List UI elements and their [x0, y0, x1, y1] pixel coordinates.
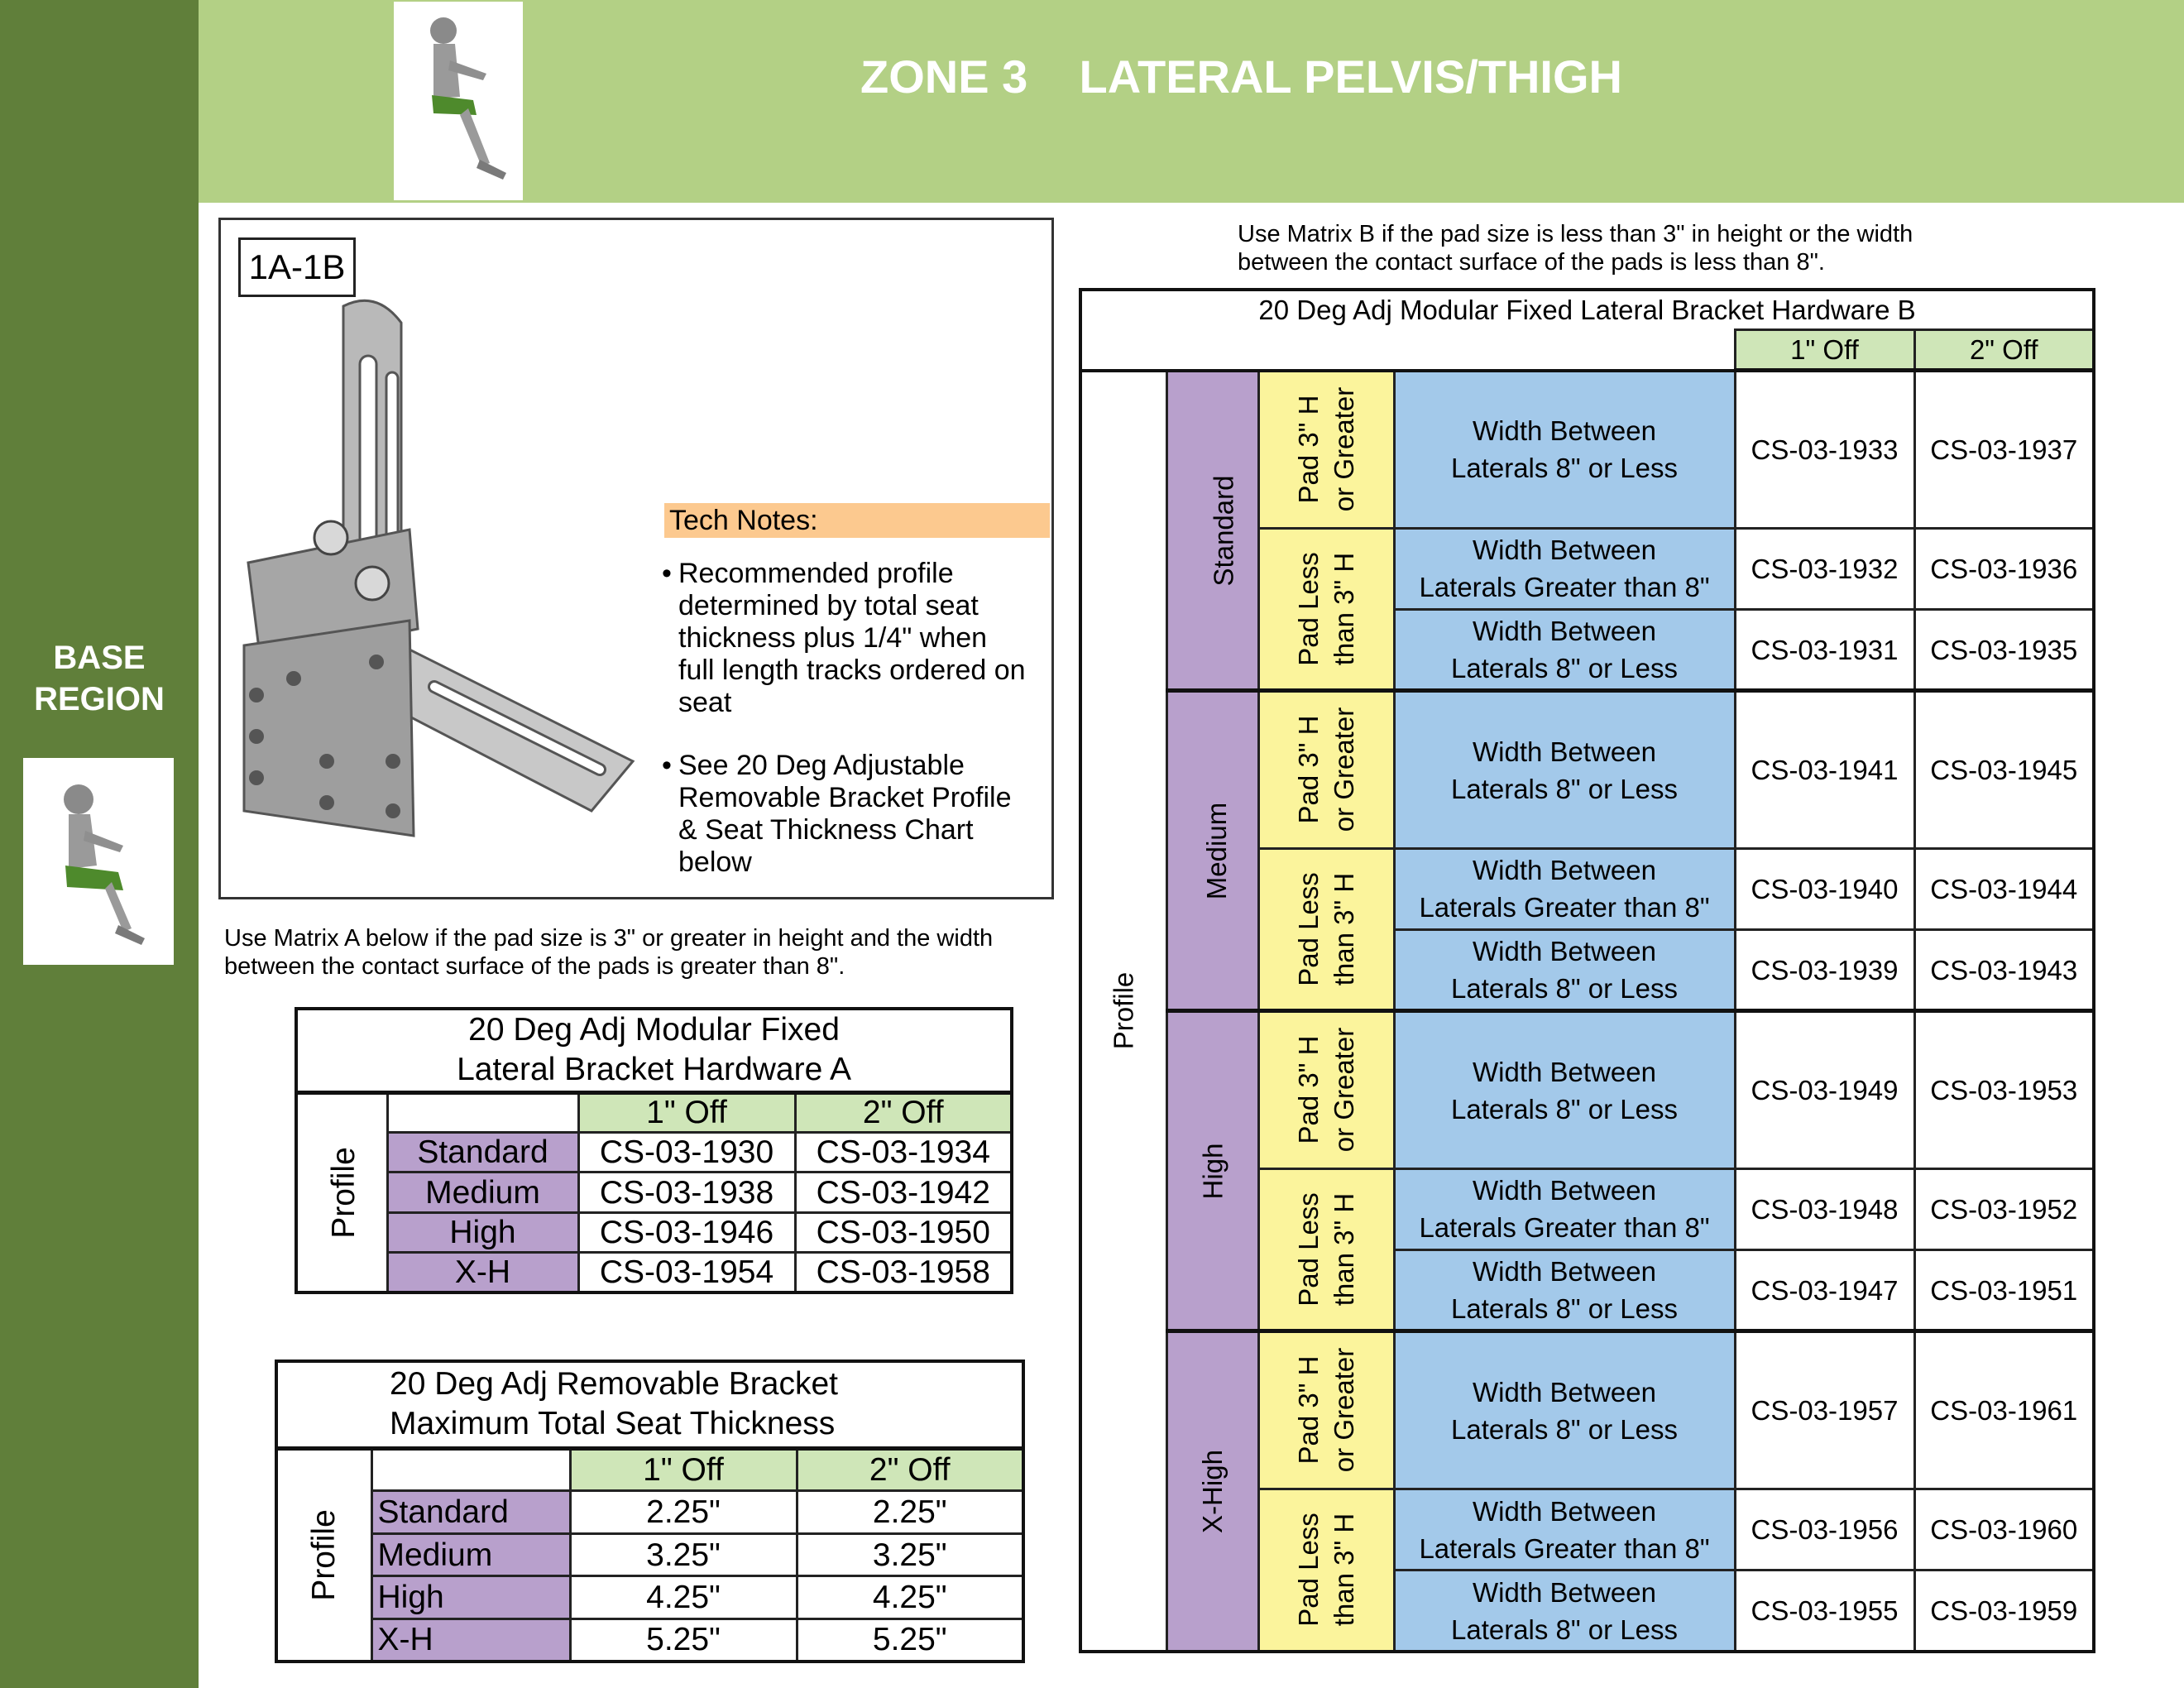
- page-title: ZONE 3 LATERAL PELVIS/THIGH: [860, 50, 1622, 103]
- matrix-b-side-label: Profile: [1080, 371, 1166, 1652]
- tech-notes-heading: Tech Notes:: [664, 503, 1050, 538]
- pad-size-label: Pad Less than 3" H: [1258, 528, 1394, 691]
- width-label: Width Between Laterals Greater than 8": [1394, 1489, 1735, 1570]
- removable-cell: 5.25": [797, 1618, 1023, 1662]
- matrix-a-row-label: Medium: [387, 1172, 578, 1212]
- tech-note-2: • See 20 Deg Adjustable Removable Bracket Profile & Seat Thickness Chart below: [662, 750, 1026, 879]
- product-id-label: 1A-1B: [238, 237, 356, 297]
- width-label: Width Between Laterals Greater than 8": [1394, 528, 1735, 609]
- width-label: Width Between Laterals Greater than 8": [1394, 1168, 1735, 1249]
- removable-cell: 4.25": [570, 1576, 797, 1619]
- lateral-bracket-illustration: [236, 298, 649, 877]
- removable-cell: 2.25": [797, 1491, 1023, 1534]
- matrix-a-cell: CS-03-1942: [795, 1172, 1012, 1212]
- removable-row-label: Standard: [371, 1491, 570, 1534]
- matrix-a-cell: CS-03-1934: [795, 1133, 1012, 1172]
- matrix-b-col-header: 2" Off: [1914, 330, 2094, 371]
- part-number-cell: CS-03-1933: [1735, 371, 1914, 529]
- pad-size-label: Pad Less than 3" H: [1258, 1489, 1394, 1652]
- pad-size-label: Pad Less than 3" H: [1258, 1168, 1394, 1331]
- part-number-cell: CS-03-1953: [1914, 1011, 2094, 1169]
- tech-note-1: • Recommended profile determined by total seat thickness plus 1/4" when full length tracks ordered on seat: [662, 558, 1026, 718]
- matrix-a-caption: Use Matrix A below if the pad size is 3" or greater in height and the width between the contact surface of the pads is greater than 8".: [224, 925, 994, 980]
- matrix-a-cell: CS-03-1938: [578, 1172, 795, 1212]
- pad-size-label: Pad 3" H or Greater: [1258, 1011, 1394, 1169]
- width-label: Width Between Laterals 8" or Less: [1394, 1331, 1735, 1489]
- removable-cell: 3.25": [570, 1533, 797, 1576]
- removable-row-label: Medium: [371, 1533, 570, 1576]
- removable-row-label: High: [371, 1576, 570, 1619]
- seated-figure-icon: [23, 758, 174, 965]
- removable-row-label: X-H: [371, 1618, 570, 1662]
- part-number-cell: CS-03-1955: [1735, 1571, 1914, 1652]
- part-number-cell: CS-03-1939: [1735, 930, 1914, 1011]
- region-label-line2: REGION: [34, 681, 165, 717]
- part-number-cell: CS-03-1940: [1735, 848, 1914, 929]
- part-number-cell: CS-03-1949: [1735, 1011, 1914, 1169]
- matrix-a-table: [295, 1007, 1013, 1294]
- matrix-a-cell: CS-03-1930: [578, 1133, 795, 1172]
- matrix-a-title: 20 Deg Adj Modular Fixed Lateral Bracket Hardware A: [296, 1009, 1012, 1092]
- matrix-b-col-header: 1" Off: [1735, 330, 1914, 371]
- matrix-a-cell: CS-03-1950: [795, 1212, 1012, 1252]
- matrix-a-side-label: Profile: [296, 1092, 387, 1292]
- part-number-cell: CS-03-1936: [1914, 528, 2094, 609]
- pad-size-label: Pad 3" H or Greater: [1258, 1331, 1394, 1489]
- part-number-cell: CS-03-1951: [1914, 1250, 2094, 1331]
- profile-group-label: X-High: [1166, 1331, 1258, 1652]
- matrix-a-cell: CS-03-1954: [578, 1253, 795, 1292]
- profile-group-label: Medium: [1166, 691, 1258, 1011]
- part-number-cell: CS-03-1945: [1914, 691, 2094, 849]
- removable-cell: 2.25": [570, 1491, 797, 1534]
- removable-table-title: 20 Deg Adj Removable Bracket Maximum Total Seat Thickness: [276, 1361, 1023, 1448]
- part-number-cell: CS-03-1931: [1735, 610, 1914, 691]
- part-number-cell: CS-03-1944: [1914, 848, 2094, 929]
- region-label-line1: BASE: [53, 640, 146, 676]
- matrix-b-table: [1079, 288, 2095, 1653]
- width-label: Width Between Laterals 8" or Less: [1394, 371, 1735, 529]
- matrix-b-caption: Use Matrix B if the pad size is less than 3" in height or the width between the contact surface of the pads is less than 8".: [1238, 221, 1913, 276]
- matrix-a-col-header: 2" Off: [795, 1092, 1012, 1132]
- part-number-cell: CS-03-1947: [1735, 1250, 1914, 1331]
- removable-cell: 4.25": [797, 1576, 1023, 1619]
- width-label: Width Between Laterals 8" or Less: [1394, 1250, 1735, 1331]
- removable-side-label: Profile: [276, 1448, 371, 1662]
- seated-figure-icon: [394, 2, 523, 200]
- part-number-cell: CS-03-1937: [1914, 371, 2094, 529]
- region-label: [0, 637, 199, 720]
- removable-col-header: 2" Off: [797, 1448, 1023, 1491]
- part-number-cell: CS-03-1957: [1735, 1331, 1914, 1489]
- width-label: Width Between Laterals 8" or Less: [1394, 1571, 1735, 1652]
- part-number-cell: CS-03-1948: [1735, 1168, 1914, 1249]
- tech-note-2-text: See 20 Deg Adjustable Removable Bracket Profile & Seat Thickness Chart below: [678, 750, 1012, 878]
- part-number-cell: CS-03-1941: [1735, 691, 1914, 849]
- part-number-cell: CS-03-1959: [1914, 1571, 2094, 1652]
- matrix-a-col-header: 1" Off: [578, 1092, 795, 1132]
- removable-cell: 3.25": [797, 1533, 1023, 1576]
- width-label: Width Between Laterals 8" or Less: [1394, 1011, 1735, 1169]
- part-number-cell: CS-03-1961: [1914, 1331, 2094, 1489]
- matrix-a-cell: CS-03-1958: [795, 1253, 1012, 1292]
- matrix-a-cell: CS-03-1946: [578, 1212, 795, 1252]
- profile-group-label: High: [1166, 1011, 1258, 1331]
- matrix-b-title: 20 Deg Adj Modular Fixed Lateral Bracket Hardware B: [1080, 290, 2094, 330]
- part-number-cell: CS-03-1952: [1914, 1168, 2094, 1249]
- part-number-cell: CS-03-1943: [1914, 930, 2094, 1011]
- width-label: Width Between Laterals Greater than 8": [1394, 848, 1735, 929]
- part-number-cell: CS-03-1935: [1914, 610, 2094, 691]
- matrix-a-row-label: Standard: [387, 1133, 578, 1172]
- removable-bracket-table: [275, 1360, 1025, 1663]
- part-number-cell: CS-03-1956: [1735, 1489, 1914, 1570]
- profile-group-label: Standard: [1166, 371, 1258, 691]
- tech-note-1-text: Recommended profile determined by total seat thickness plus 1/4" when full length tracks ordered on seat: [678, 558, 1026, 718]
- removable-cell: 5.25": [570, 1618, 797, 1662]
- width-label: Width Between Laterals 8" or Less: [1394, 930, 1735, 1011]
- removable-col-header: 1" Off: [570, 1448, 797, 1491]
- pad-size-label: Pad 3" H or Greater: [1258, 691, 1394, 849]
- part-number-cell: CS-03-1960: [1914, 1489, 2094, 1570]
- matrix-a-row-label: High: [387, 1212, 578, 1252]
- pad-size-label: Pad Less than 3" H: [1258, 848, 1394, 1011]
- width-label: Width Between Laterals 8" or Less: [1394, 691, 1735, 849]
- width-label: Width Between Laterals 8" or Less: [1394, 610, 1735, 691]
- matrix-a-row-label: X-H: [387, 1253, 578, 1292]
- part-number-cell: CS-03-1932: [1735, 528, 1914, 609]
- pad-size-label: Pad 3" H or Greater: [1258, 371, 1394, 529]
